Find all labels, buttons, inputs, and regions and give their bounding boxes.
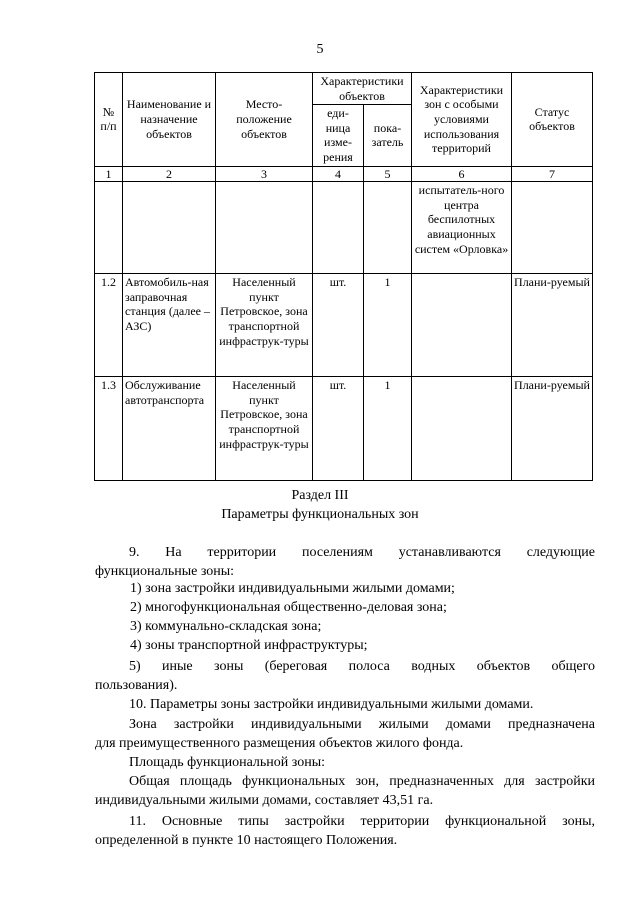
- table-row: [95, 377, 593, 481]
- cell-num: 1.2: [95, 274, 123, 377]
- cell-name: Обслуживание автотранспорта: [123, 377, 216, 481]
- header-zones: Характеристики зон с особыми условиями использования территорий: [412, 73, 512, 167]
- cell-zones: испытатель-ного центра беспилотных авиационных систем «Орловка»: [412, 182, 512, 274]
- section-subtitle: Параметры функциональных зон: [221, 507, 419, 522]
- header-unit: еди-ница изме-рения: [313, 105, 364, 166]
- cell-name: Автомобиль-ная заправочная станция (далее – АЗС): [123, 274, 216, 377]
- col-number: 7: [512, 166, 593, 182]
- col-number: 6: [412, 166, 512, 182]
- area-heading: Площадь функциональной зоны:: [129, 755, 326, 770]
- header-location: Место-положение объектов: [216, 73, 313, 167]
- cell-indicator: [364, 182, 412, 274]
- cell-location: [216, 182, 313, 274]
- zone-description-line1: Зона застройки индивидуальными жилыми домами предназначена: [129, 717, 595, 732]
- cell-zones: [412, 274, 512, 377]
- section-title: Раздел III: [291, 488, 349, 503]
- list-item: 1) зона застройки индивидуальными жилыми домами;: [130, 581, 455, 596]
- paragraph-10: 10. Параметры зоны застройки индивидуальными жилыми домами.: [129, 697, 534, 712]
- list-item: 2) многофункциональная общественно-деловая зона;: [130, 600, 447, 615]
- header-num: № п/п: [95, 73, 123, 167]
- col-number: 2: [123, 166, 216, 182]
- list-item-5-line2: пользования).: [95, 678, 178, 693]
- cell-status: Плани-руемый: [512, 274, 593, 377]
- cell-status: Плани-руемый: [512, 377, 593, 481]
- paragraph-11-line2: определенной в пункте 10 настоящего Положения.: [95, 833, 398, 848]
- header-indicator: пока-затель: [364, 105, 412, 166]
- cell-indicator: 1: [364, 377, 412, 481]
- cell-unit: шт.: [313, 377, 364, 481]
- cell-num: 1.3: [95, 377, 123, 481]
- area-line2: индивидуальными жилыми домами, составляет 43,51 га.: [95, 793, 434, 808]
- col-number: 1: [95, 166, 123, 182]
- header-status: Статус объектов: [512, 73, 593, 167]
- table-row: [95, 274, 593, 377]
- header-name: Наименование и назначение объектов: [123, 73, 216, 167]
- header-characteristics: Характеристики объектов: [313, 73, 412, 105]
- cell-name: [123, 182, 216, 274]
- zone-description-line2: для преимущественного размещения объектов жилого фонда.: [95, 736, 464, 751]
- paragraph-9-line2: функциональные зоны:: [95, 564, 235, 579]
- cell-zones: [412, 377, 512, 481]
- page-number: 5: [316, 42, 324, 57]
- objects-table: [94, 72, 593, 481]
- paragraph-9-line1: 9. На территории поселениям устанавливаются следующие: [129, 545, 595, 560]
- area-line1: Общая площадь функциональных зон, предназначенных для застройки: [129, 774, 595, 789]
- list-item-5-line1: 5) иные зоны (береговая полоса водных объектов общего: [129, 659, 595, 674]
- col-number: 4: [313, 166, 364, 182]
- paragraph-11-line1: 11. Основные типы застройки территории функциональной зоны,: [129, 814, 595, 829]
- col-number: 5: [364, 166, 412, 182]
- cell-num: [95, 182, 123, 274]
- col-number: 3: [216, 166, 313, 182]
- list-item: 4) зоны транспортной инфраструктуры;: [130, 638, 368, 653]
- list-item: 3) коммунально-складская зона;: [130, 619, 322, 634]
- cell-unit: шт.: [313, 274, 364, 377]
- table-row: [95, 182, 593, 274]
- cell-status: [512, 182, 593, 274]
- cell-location: Населенный пункт Петровское, зона транспортной инфраструк-туры: [216, 274, 313, 377]
- cell-unit: [313, 182, 364, 274]
- cell-indicator: 1: [364, 274, 412, 377]
- table-header-row: [95, 73, 593, 105]
- column-numbers-row: [95, 166, 593, 182]
- cell-location: Населенный пункт Петровское, зона транспортной инфраструк-туры: [216, 377, 313, 481]
